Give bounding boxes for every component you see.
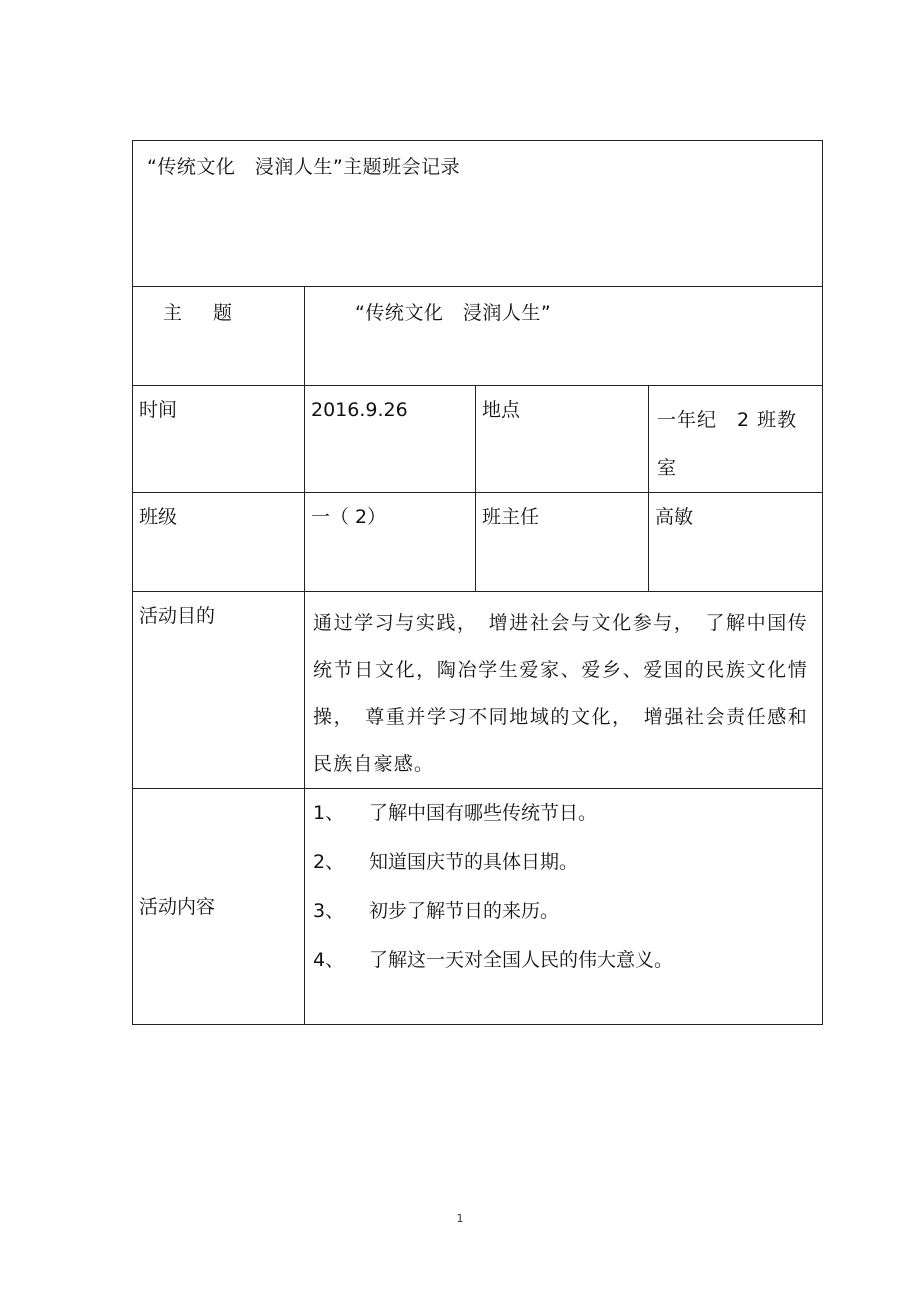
location-value: 一年纪 2 班教室 [657, 409, 798, 479]
list-item-text: 了解这一天对全国人民的伟大意义。 [369, 949, 674, 971]
list-item-text: 初步了解节日的来历。 [369, 900, 560, 922]
class-meeting-record-table [132, 140, 823, 1025]
list-item [313, 948, 822, 997]
list-item [313, 899, 822, 948]
purpose-row [133, 592, 823, 789]
theme-value: “传统文化 浸润人生” [355, 302, 552, 324]
list-item-text: 知道国庆节的具体日期。 [369, 851, 579, 873]
location-label: 地点 [482, 399, 521, 421]
theme-value-cell [305, 287, 823, 386]
list-item-text: 了解中国有哪些传统节日。 [369, 802, 598, 824]
class-label: 班级 [139, 506, 178, 528]
list-item [313, 850, 822, 899]
content-label: 活动内容 [139, 895, 216, 918]
content-value-cell [305, 789, 823, 1025]
list-item-number: 1、 [313, 802, 345, 824]
document-title: “传统文化 浸润人生”主题班会记录 [147, 156, 461, 178]
purpose-text: 通过学习与实践， 增进社会与文化参与， 了解中国传统节日文化，陶冶学生爱家、爱乡、爱国的民族文化情操， 尊重并学习不同地域的文化， 增强社会责任感和民族自豪感。 [313, 612, 808, 775]
list-item-number: 4、 [313, 949, 345, 971]
teacher-label-cell [476, 493, 649, 592]
list-item [313, 801, 822, 850]
location-label-cell [476, 386, 649, 493]
title-cell [133, 141, 823, 287]
purpose-value-cell [305, 592, 823, 789]
theme-label: 主 题 [163, 302, 239, 324]
teacher-value: 高敏 [655, 506, 694, 528]
purpose-label-cell [133, 592, 305, 789]
list-item-number: 3、 [313, 900, 345, 922]
time-value-cell [305, 386, 476, 493]
time-label-cell [133, 386, 305, 493]
class-label-cell [133, 493, 305, 592]
theme-row [133, 287, 823, 386]
theme-label-cell [133, 287, 305, 386]
time-value: 2016.9.26 [311, 399, 408, 421]
content-list [305, 789, 822, 997]
location-value-cell [649, 386, 823, 493]
content-label-cell [133, 789, 305, 1025]
class-value-cell [305, 493, 476, 592]
class-teacher-row [133, 493, 823, 592]
class-value: 一（ 2） [311, 506, 387, 528]
page-number: 1 [456, 1212, 464, 1225]
list-item-number: 2、 [313, 851, 345, 873]
purpose-label: 活动目的 [139, 605, 216, 627]
time-location-row [133, 386, 823, 493]
teacher-label: 班主任 [482, 506, 540, 528]
content-row [133, 789, 823, 1025]
time-label: 时间 [139, 399, 178, 421]
teacher-value-cell [649, 493, 823, 592]
title-row [133, 141, 823, 287]
